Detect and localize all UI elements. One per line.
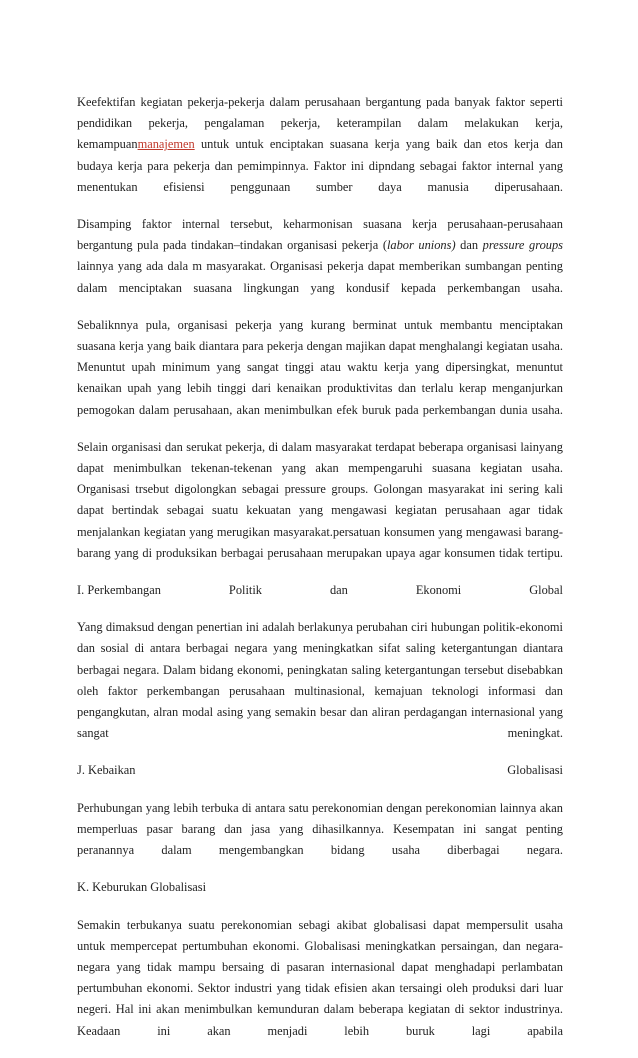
paragraph-effectiveness [77,92,563,198]
heading-word: Globalisasi [507,763,563,778]
document-body [77,92,563,1058]
heading-word: J. Kebaikan [77,763,136,778]
paragraph-text: Keefektifan kegiatan pekerja-pekerja dalam perusahaan bergantung pada banyak faktor seperti pendidikan pekerja, pengalaman pekerja, keterampilan dalam melakukan kerja, kemampuan [77,95,563,152]
italic-term-pressure-groups: pressure groups [482,238,563,253]
heading-text: K. Keburukan Globalisasi [77,880,207,895]
paragraph-text: dan [455,238,483,253]
italic-term-labor-unions: labor unions) [386,238,456,253]
paragraph-text: untuk untuk enciptakan suasana kerja yang baik dan etos kerja dan budaya kerja para pekerja dan pemimpinnya. Faktor ini dipndang sebagai faktor internal yang menentukan efisiensi penggunaan sumber daya manusia diperusahaan. [77,137,563,194]
heading-perkembangan-politik [77,580,563,601]
paragraph-globalization-benefits: Perhubungan yang lebih terbuka di antara satu perekonomian dengan perekonomian lainnya akan memperluas pasar barang dan jasa yang dihasilkannya. Kesempatan ini sangat penting peranannya dalam mengembangkan bidang usaha diberbagai negara. [77,800,563,858]
heading-kebaikan-globalisasi [77,760,563,781]
paragraph-globalization-drawbacks: Semakin terbukanya suatu perekonomian sebagi akibat globalisasi dapat mempersulit usaha untuk mempercepat pertumbuhan ekonomi. Globalisasi meningkatkan persaingan, dan negara-negara yang tidak mampu bersaing di pasaran internasional dapat menghadapi perlambatan pertumbuhan ekonomi. Sektor industri yang tidak efisien akan tersaingi oleh produksi dari luar negeri. Hal ini akan menimbulkan kemunduran dalam beberapa kegiatan di sektor industrinya. Keadaan ini akan menjadi lebih buruk lagi apabila [77,917,563,1038]
paragraph-text: Disamping faktor internal tersebut, keharmonisan suasana kerja perusahaan-perusahaan bergantung pula pada tindakan–tindakan organisasi pekerja ( [77,217,563,253]
heading-word: Politik [228,583,262,598]
paragraph-external-factors [77,214,563,299]
heading-word: I. Perkembangan [77,583,161,598]
heading-word: dan [329,583,348,598]
manajemen-link[interactable]: manajemen [137,137,195,152]
heading-keburukan-globalisasi [77,877,563,898]
paragraph-pressure-groups: Selain organisasi dan serukat pekerja, di dalam masyarakat terdapat beberapa organisasi lainyang dapat menimbulkan tekenan-tekenan yang akan mempengaruhi suasana kegiatan usaha. Organisasi trsebut digolongkan sebagai pressure groups. Golongan masyarakat ini sering kali dapat bertindak sebagai suatu kekuatan yang mengawasi kegiatan perusahaan agar tidak menjalankan kegiatan yang merugikan masyarakat.persatuan konsumen yang mengawasi barang-barang yang di produksikan berbagai perusahaan merupakan upaya agar konsumen tidak tertipu. [77,439,563,560]
paragraph-text: lainnya yang ada dala m masyarakat. Organisasi pekerja dapat memberikan sumbangan penting dalam menciptakan suasana lingkungan yang kondusif kepada perkembangan usaha. [77,259,563,295]
paragraph-globalization-definition: Yang dimaksud dengan penertian ini adalah berlakunya perubahan ciri hubungan politik-ekonomi dan sosial di antara berbagai negara yang meningkatkan sifat saling ketergantungan diantara berbagai negara. Dalam bidang ekonomi, peningkatan saling ketergantungan tersebut disebabkan oleh faktor perkembangan perusahaan multinasional, kemajuan teknologi informasi dan pengangkutan, alran modal asing yang semakin besar dan aliran perdagangan internasional yang sangat meningkat. [77,620,563,741]
heading-word: Global [529,583,563,598]
heading-word: Ekonomi [415,583,462,598]
paragraph-unions-negative: Sebaliknnya pula, organisasi pekerja yang kurang berminat untuk membantu menciptakan suasana kerja yang baik diantara para pekerja dengan majikan dapat menghalangi kegiatan usaha. Menuntut upah minimum yang sangat tinggi atau waktu kerja yang dipersingkat, menuntut kenaikan upah yang lebih tinggi dari kenaikan produktivitas dan terlalu kerap menganjurkan pemogokan dalam perusahaan, akan menimbulkan efek buruk pada perkembangan dunia usaha. [77,317,563,417]
